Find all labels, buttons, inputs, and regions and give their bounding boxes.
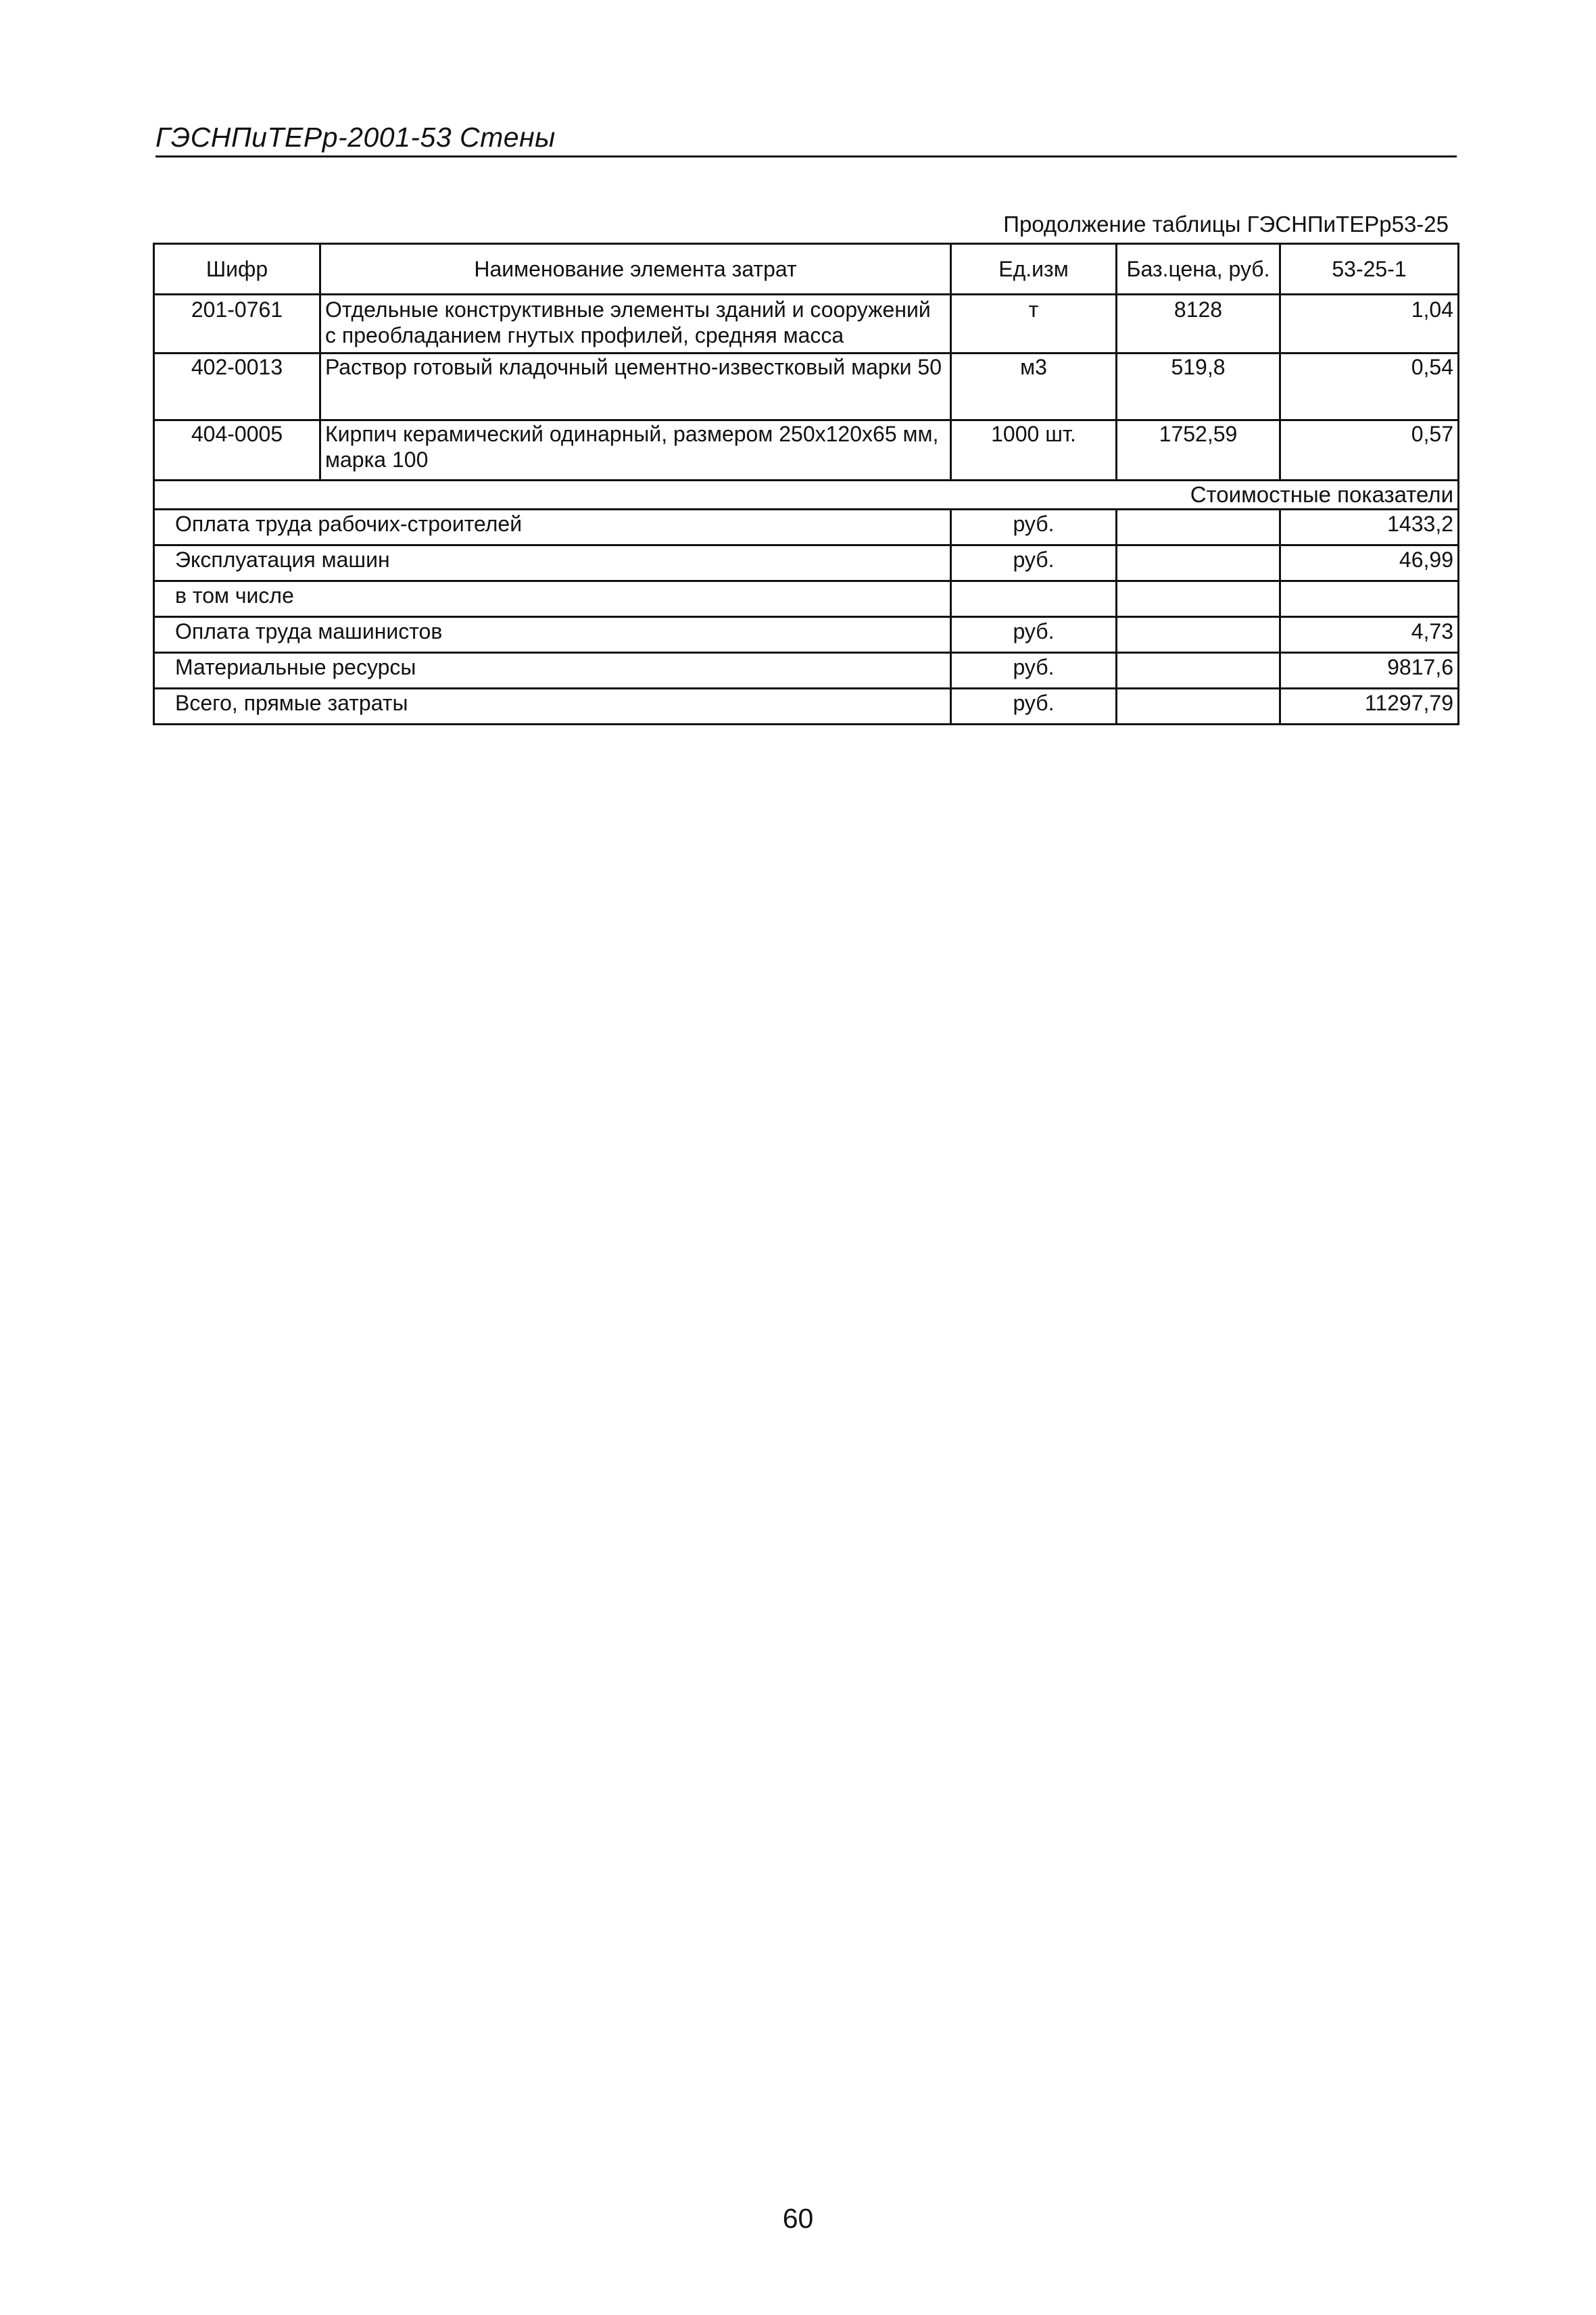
table-row: [154, 420, 1459, 481]
resource-unit: 1000 шт.: [951, 420, 1117, 481]
table-caption: Продолжение таблицы ГЭСНПиТЕРр53-25: [1003, 212, 1449, 237]
summary-price-cell: [1117, 581, 1280, 617]
summary-unit: руб.: [951, 510, 1117, 545]
summary-label: Оплата труда рабочих-строителей: [154, 510, 951, 545]
resource-value: 0,57: [1280, 420, 1459, 481]
column-header-value: 53-25-1: [1280, 244, 1459, 295]
resource-value: 0,54: [1280, 354, 1459, 420]
column-header-name: Наименование элемента затрат: [320, 244, 951, 295]
section-header-row: [154, 481, 1459, 510]
summary-label: в том числе: [154, 581, 951, 617]
summary-price-cell: [1117, 617, 1280, 653]
summary-value: 4,73: [1280, 617, 1459, 653]
summary-price-cell: [1117, 545, 1280, 581]
summary-row: [154, 581, 1459, 617]
summary-unit: руб.: [951, 617, 1117, 653]
resource-unit: м3: [951, 354, 1117, 420]
summary-value: 9817,6: [1280, 653, 1459, 689]
resource-name: [320, 354, 951, 420]
resource-value: 1,04: [1280, 295, 1459, 354]
resource-code: 402-0013: [154, 354, 320, 420]
resource-price: 1752,59: [1117, 420, 1280, 481]
resource-name-line: Кирпич керамический одинарный, размером 250х120х65 мм,: [325, 422, 939, 446]
table-header-row: [154, 244, 1459, 295]
summary-value: 11297,79: [1280, 689, 1459, 725]
column-header-price: Баз.цена, руб.: [1117, 244, 1280, 295]
summary-row: [154, 689, 1459, 725]
column-header-code: Шифр: [154, 244, 320, 295]
resource-code: 201-0761: [154, 295, 320, 354]
summary-unit: руб.: [951, 689, 1117, 725]
section-title: Стоимостные показатели: [154, 481, 1459, 510]
summary-value: 1433,2: [1280, 510, 1459, 545]
summary-unit: руб.: [951, 653, 1117, 689]
document-title: ГЭСНПиТЕРр-2001-53 Стены: [155, 122, 556, 153]
resource-price: 8128: [1117, 295, 1280, 354]
summary-row: [154, 653, 1459, 689]
page-header: [155, 120, 1457, 157]
page-number: 60: [782, 2203, 814, 2234]
summary-label: Всего, прямые затраты: [154, 689, 951, 725]
resource-table: [153, 243, 1459, 725]
summary-row: [154, 510, 1459, 545]
resource-name-line: с преобладанием гнутых профилей, средняя масса: [325, 323, 844, 347]
resource-name: [320, 295, 951, 354]
resource-price: 519,8: [1117, 354, 1280, 420]
summary-value: [1280, 581, 1459, 617]
table-row: [154, 354, 1459, 420]
column-header-unit: Ед.изм: [951, 244, 1117, 295]
summary-price-cell: [1117, 689, 1280, 725]
summary-label: Эксплуатация машин: [154, 545, 951, 581]
summary-value: 46,99: [1280, 545, 1459, 581]
summary-row: [154, 617, 1459, 653]
resource-name-line: Отдельные конструктивные элементы зданий и сооружений: [325, 297, 931, 322]
summary-label: Материальные ресурсы: [154, 653, 951, 689]
resource-name-line: марка 100: [325, 447, 429, 472]
summary-label: Оплата труда машинистов: [154, 617, 951, 653]
summary-unit: [951, 581, 1117, 617]
summary-row: [154, 545, 1459, 581]
table-row: [154, 295, 1459, 354]
resource-unit: т: [951, 295, 1117, 354]
summary-unit: руб.: [951, 545, 1117, 581]
resource-code: 404-0005: [154, 420, 320, 481]
resource-name: [320, 420, 951, 481]
summary-price-cell: [1117, 510, 1280, 545]
resource-name-line: Раствор готовый кладочный цементно-известковый марки 50: [325, 355, 942, 379]
summary-price-cell: [1117, 653, 1280, 689]
